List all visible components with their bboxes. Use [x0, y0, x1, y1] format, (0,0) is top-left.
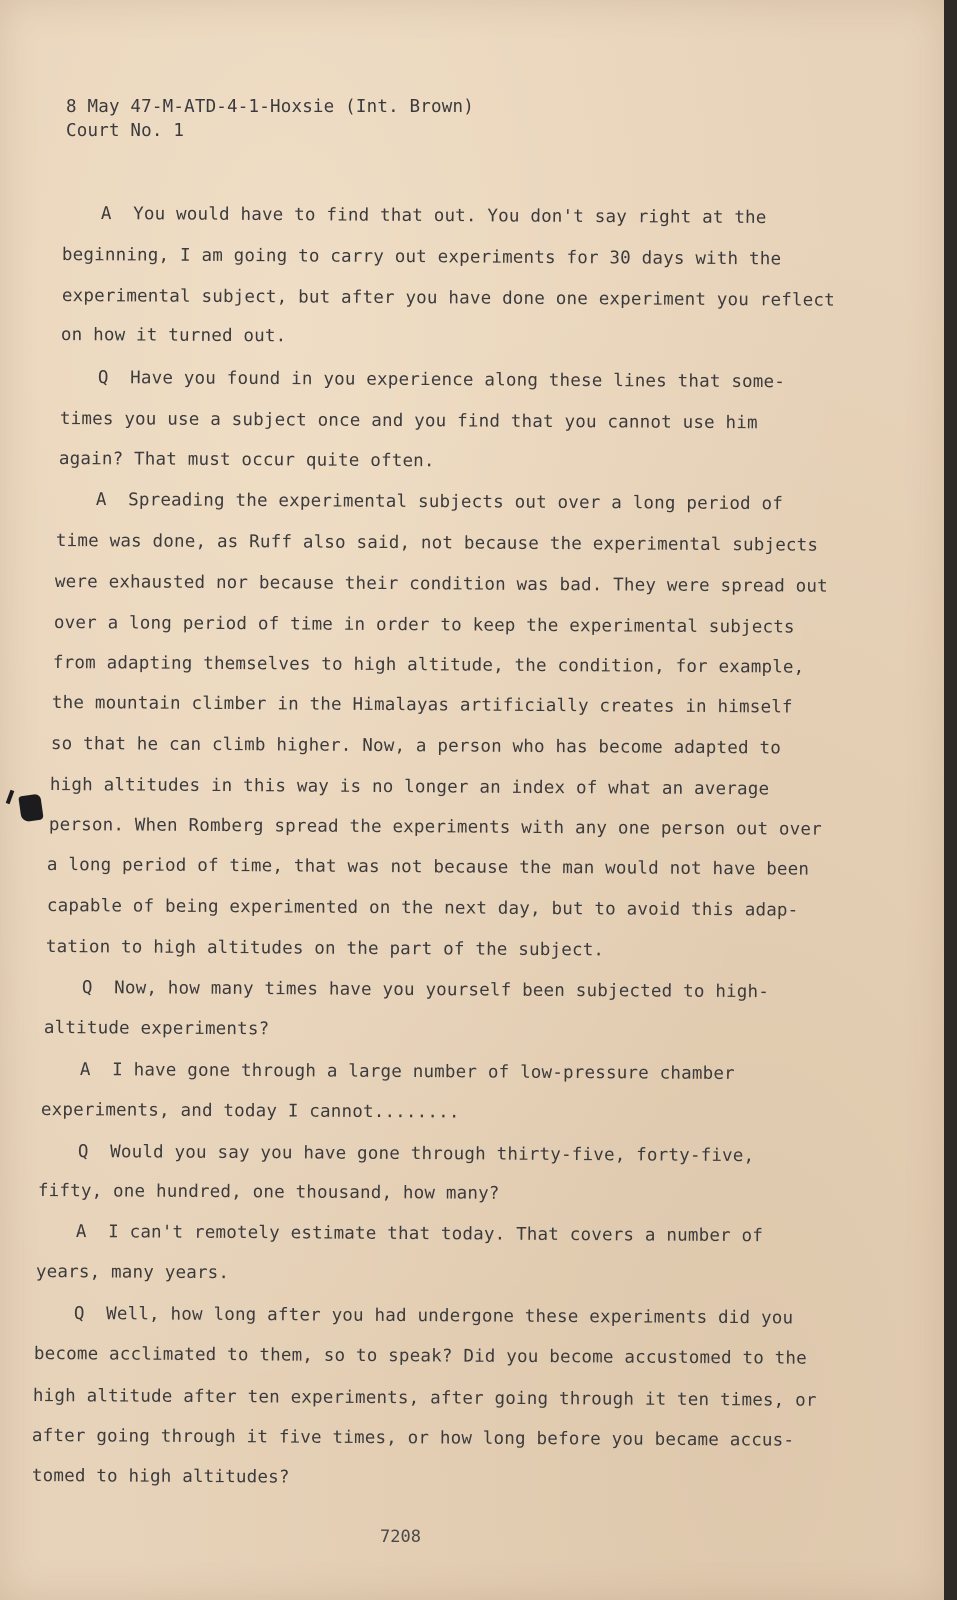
transcript-line: were exhausted nor because their condition was bad. They were spread out	[54, 572, 828, 597]
transcript-line: A Spreading the experimental subjects out over a long period of	[95, 490, 784, 515]
transcript-line: beginning, I am going to carry out experiments for 30 days with the	[61, 245, 782, 270]
transcript-line: times you use a subject once and you find that you cannot use him	[59, 409, 758, 434]
header-line-2: Court No. 1	[66, 121, 185, 141]
transcript-line: person. When Romberg spread the experiments with any one person out over	[48, 815, 822, 840]
transcript-line: so that he can climb higher. Now, a person who has become adapted to	[50, 734, 782, 759]
transcript-line: over a long period of time in order to keep the experimental subjects	[53, 613, 795, 638]
transcript-line: high altitude after ten experiments, after going through it ten times, or	[32, 1386, 817, 1411]
transcript-line: tomed to high altitudes?	[31, 1466, 290, 1488]
page-number: 7208	[380, 1527, 421, 1547]
transcript-line: after going through it five times, or how long before you became accus-	[31, 1426, 795, 1451]
transcript-line: a long period of time, that was not because the man would not have been	[46, 855, 810, 880]
ink-mark	[6, 790, 15, 805]
transcript-line: Q Well, how long after you had undergone these experiments did you	[73, 1304, 794, 1329]
transcript-line: the mountain climber in the Himalayas artificially creates in himself	[51, 693, 793, 718]
transcript-line: Q Now, how many times have you yourself been subjected to high-	[81, 978, 770, 1003]
document-header	[66, 95, 474, 143]
transcript-line: time was done, as Ruff also said, not because the experimental subjects	[55, 531, 819, 556]
ink-blot	[18, 794, 43, 823]
scan-edge	[944, 0, 957, 1600]
transcript-line: Q Have you found in you experience along these lines that some-	[97, 368, 786, 393]
transcript-line: years, many years.	[35, 1262, 230, 1284]
header-line-1: 8 May 47-M-ATD-4-1-Hoxsie (Int. Brown)	[66, 97, 474, 117]
transcript-line: on how it turned out.	[60, 325, 287, 347]
transcript-line: capable of being experimented on the next day, but to avoid this adap-	[46, 896, 799, 921]
transcript-line: high altitudes in this way is no longer an index of what an average	[49, 775, 770, 800]
transcript-line: from adapting themselves to high altitude, the condition, for example,	[52, 653, 805, 678]
transcript-line: again? That must occur quite often.	[58, 449, 435, 472]
transcript-line: A I can't remotely estimate that today. That covers a number of	[75, 1222, 764, 1247]
transcript-line: A I have gone through a large number of low-pressure chamber	[79, 1060, 735, 1085]
transcript-line: A You would have to find that out. You don't say right at the	[100, 204, 767, 229]
transcript-line: experiments, and today I cannot........	[40, 1100, 460, 1123]
transcript-line: experimental subject, but after you have done one experiment you reflect	[61, 286, 835, 311]
transcript-line: tation to high altitudes on the part of the subject.	[45, 937, 605, 961]
transcript-line: Q Would you say you have gone through thirty-five, forty-five,	[77, 1142, 755, 1167]
transcript-line: fifty, one hundred, one thousand, how many?	[37, 1181, 500, 1204]
transcript-line: become acclimated to them, so to speak? Did you become accustomed to the	[33, 1344, 807, 1369]
transcript-line: altitude experiments?	[43, 1018, 270, 1040]
